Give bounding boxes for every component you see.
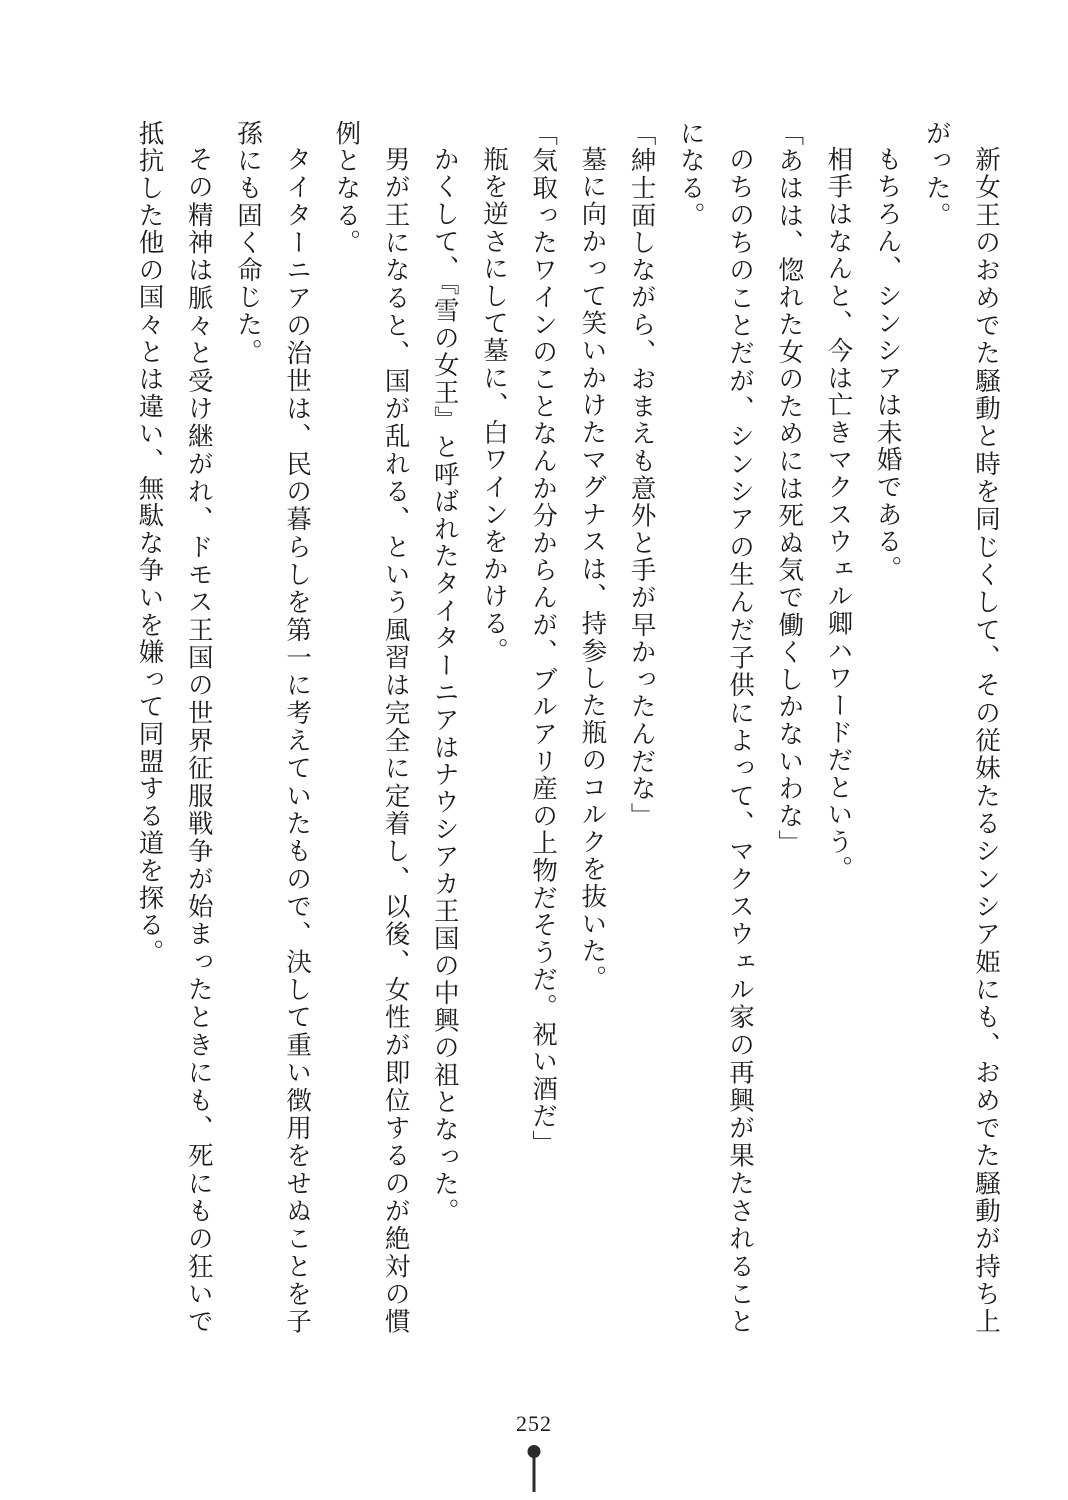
paragraph: タイターニアの治世は、民の暮らしを第一に考えていたもので、決して重い徴用をせぬことを子孫にも固く命じた。: [232, 120, 313, 1335]
paragraph: 「気取ったワインのことなんか分からんが、ブルアリ産の上物だそうだ。祝い酒だ」: [528, 120, 559, 1158]
paragraph: 瓶を逆さにして墓に、白ワインをかける。: [478, 145, 509, 665]
paragraph: かくして、『雪の女王』と呼ばれたタイターニアはナウシアカ王国の中興の祖となった。: [429, 145, 460, 1225]
footer-line-ornament: [533, 1450, 536, 1492]
paragraph: 墓に向かって笑いかけたマグナスは、持参した瓶のコルクを抜いた。: [577, 145, 608, 992]
paragraph: その精神は脈々と受け継がれ、ドモス王国の世界征服戦争が始まったときにも、死にもの狂いで抵抗した他の国々とは違い、無駄な争いを嫌って同盟する道を探る。: [134, 120, 214, 1335]
paragraph: 「紳士面しながら、おまえも意外と手が早かったんだな」: [626, 120, 657, 830]
paragraph: 「あはは、惚れた女のためには死ぬ気で働くしかないわな」: [774, 120, 805, 858]
page-number: 252: [516, 1411, 552, 1436]
paragraph: のちのちのことだが、シンシアの生んだ子供によって、マクスウェル家の再興が果たされることになる。: [675, 120, 755, 1335]
page-body-text: [134, 120, 1010, 1335]
paragraph: 新女王のおめでた騒動と時を同じくして、その従妹たるシンシア姫にも、おめでた騒動が持ち上がった。: [921, 120, 1001, 1335]
paragraph: 男が王になると、国が乱れる、という風習は完全に定着し、以後、女性が即位するのが絶対の慣例となる。: [331, 120, 411, 1335]
paragraph: 相手はなんと、今は亡きマクスウェル卿ハワードだという。: [823, 145, 854, 883]
paragraph: もちろん、シンシアは未婚である。: [872, 145, 903, 583]
